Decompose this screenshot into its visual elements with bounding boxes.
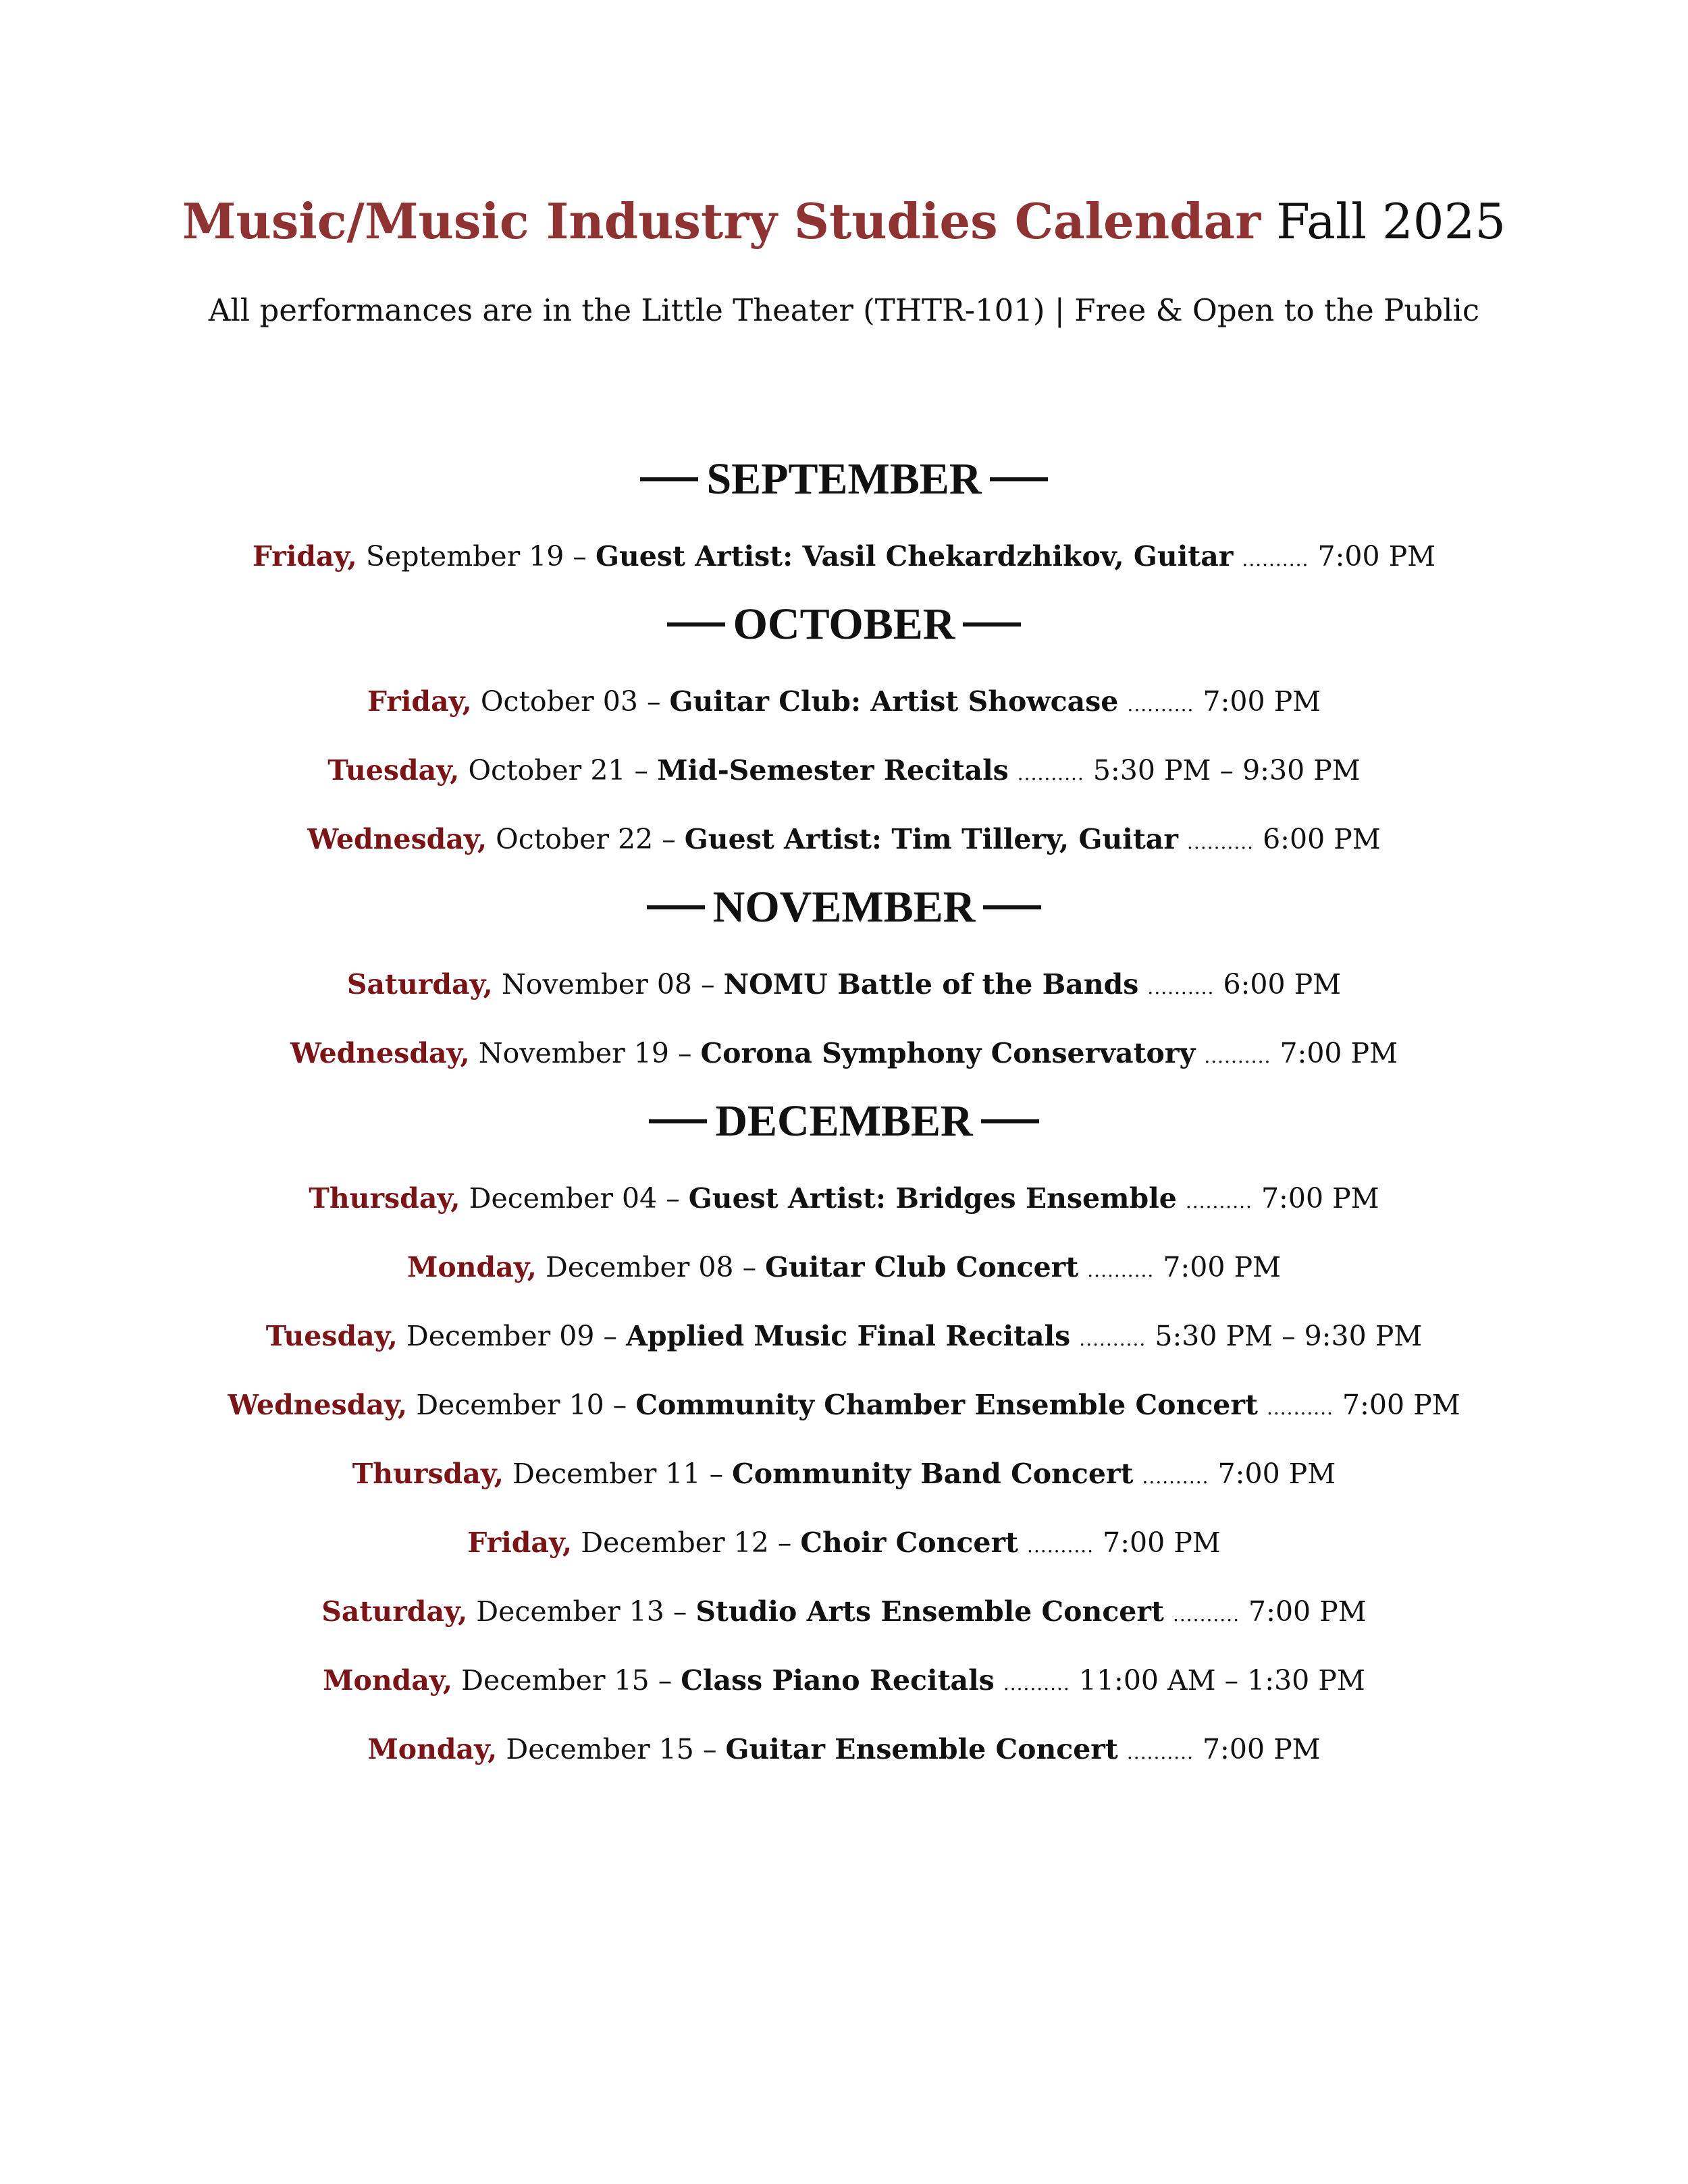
event-time: 7:00 PM <box>1248 1595 1367 1628</box>
heading-rule-left <box>649 1119 707 1123</box>
event-date: October 03 <box>480 685 638 718</box>
event-row: Friday, December 12 – Choir Concert .......... 7:00 PM <box>467 1526 1221 1559</box>
event-date: November 08 <box>501 968 693 1001</box>
event-name: Studio Arts Ensemble Concert <box>695 1595 1164 1628</box>
month-name: OCTOBER <box>733 600 955 649</box>
event-time: 5:30 PM – 9:30 PM <box>1155 1320 1423 1352</box>
month-heading <box>0 446 1688 513</box>
event-time: 7:00 PM <box>1280 1037 1398 1069</box>
event-row: Friday, October 03 – Guitar Club: Artist Showcase .......... 7:00 PM <box>367 685 1321 718</box>
event-time: 7:00 PM <box>1203 685 1321 718</box>
page-subtitle: All performances are in the Little Theater (THTR-101) | Free & Open to the Public <box>208 292 1480 328</box>
event-time: 7:00 PM <box>1317 540 1436 572</box>
event-date: December 04 <box>469 1182 658 1215</box>
month-heading <box>0 874 1688 941</box>
event-row: Monday, December 15 – Class Piano Recitals .......... 11:00 AM – 1:30 PM <box>323 1664 1365 1697</box>
month-name: SEPTEMBER <box>706 454 982 504</box>
event-row: Monday, December 08 – Guitar Club Concert .......... 7:00 PM <box>406 1251 1282 1283</box>
event-time: 7:00 PM <box>1342 1389 1460 1421</box>
event-date: December 15 <box>461 1664 650 1697</box>
event-day: Tuesday, <box>327 754 460 787</box>
event-name: Guitar Club: Artist Showcase <box>669 685 1119 718</box>
event-name: Community Chamber Ensemble Concert <box>635 1389 1258 1421</box>
event-name: Community Band Concert <box>732 1458 1134 1490</box>
event-day: Thursday, <box>352 1458 504 1490</box>
event-name: Corona Symphony Conservatory <box>700 1037 1196 1069</box>
event-time: 7:00 PM <box>1163 1251 1282 1283</box>
event-time: 7:00 PM <box>1202 1733 1321 1765</box>
event-name: NOMU Battle of the Bands <box>723 968 1139 1001</box>
event-time: 6:00 PM <box>1223 968 1342 1001</box>
event-time: 7:00 PM <box>1103 1526 1221 1559</box>
event-day: Thursday, <box>309 1182 460 1215</box>
month-name: NOVEMBER <box>712 882 976 932</box>
event-name: Guitar Club Concert <box>765 1251 1079 1283</box>
event-name: Applied Music Final Recitals <box>626 1320 1071 1352</box>
dot-leader: .......... <box>1027 1535 1094 1557</box>
schedule <box>0 446 1688 1784</box>
page-title <box>0 188 1688 255</box>
dot-leader: .......... <box>1266 1397 1334 1419</box>
event-row: Tuesday, October 21 – Mid-Semester Recitals .......... 5:30 PM – 9:30 PM <box>327 754 1361 787</box>
event-row: Thursday, December 11 – Community Band Concert .......... 7:00 PM <box>352 1458 1336 1490</box>
dot-leader: .......... <box>1187 831 1255 853</box>
event-time: 7:00 PM <box>1261 1182 1379 1215</box>
event-row: Wednesday, October 22 – Guest Artist: Tim Tillery, Guitar .......... 6:00 PM <box>307 823 1381 855</box>
event-date: November 19 <box>478 1037 669 1069</box>
dot-leader: .......... <box>1242 548 1309 570</box>
dot-leader: .......... <box>1147 976 1215 998</box>
heading-rule-left <box>647 905 705 909</box>
event-time: 7:00 PM <box>1217 1458 1336 1490</box>
event-date: October 21 <box>468 754 626 787</box>
title-term: Fall 2025 <box>1276 193 1506 250</box>
month-name: DECEMBER <box>715 1096 973 1146</box>
month-heading <box>0 1088 1688 1155</box>
event-day: Monday, <box>367 1733 498 1765</box>
event-date: December 11 <box>512 1458 701 1490</box>
event-date: December 15 <box>506 1733 694 1765</box>
title-main: Music/Music Industry Studies Calendar <box>182 192 1261 250</box>
event-time: 5:30 PM – 9:30 PM <box>1092 754 1361 787</box>
event-name: Guest Artist: Bridges Ensemble <box>688 1182 1177 1215</box>
event-name: Mid-Semester Recitals <box>657 754 1009 787</box>
event-day: Friday, <box>252 540 357 572</box>
event-name: Guest Artist: Tim Tillery, Guitar <box>684 823 1178 855</box>
dot-leader: .......... <box>1142 1466 1209 1488</box>
event-row: Wednesday, December 10 – Community Chamber Ensemble Concert .......... 7:00 PM <box>228 1389 1460 1421</box>
event-name: Guitar Ensemble Concert <box>725 1733 1118 1765</box>
heading-rule-right <box>963 622 1021 627</box>
event-row: Saturday, December 13 – Studio Arts Ensemble Concert .......... 7:00 PM <box>321 1595 1367 1628</box>
event-date: December 08 <box>545 1251 734 1283</box>
event-row: Saturday, November 08 – NOMU Battle of the Bands .......... 6:00 PM <box>346 968 1342 1001</box>
heading-rule-left <box>667 622 725 627</box>
event-date: October 22 <box>496 823 654 855</box>
event-day: Wednesday, <box>290 1037 470 1069</box>
dot-leader: .......... <box>1126 1741 1194 1763</box>
event-day: Saturday, <box>346 968 493 1001</box>
event-time: 6:00 PM <box>1263 823 1381 855</box>
event-name: Choir Concert <box>800 1526 1018 1559</box>
dot-leader: .......... <box>1204 1045 1271 1067</box>
heading-rule-left <box>640 477 698 481</box>
heading-rule-right <box>983 905 1041 909</box>
dot-leader: .......... <box>1087 1259 1155 1281</box>
event-date: December 12 <box>581 1526 769 1559</box>
event-row: Wednesday, November 19 – Corona Symphony Conservatory .......... 7:00 PM <box>290 1037 1398 1069</box>
event-row: Friday, September 19 – Guest Artist: Vasil Chekardzhikov, Guitar .......... 7:00 PM <box>252 540 1436 572</box>
event-day: Monday, <box>323 1664 453 1697</box>
event-day: Friday, <box>367 685 472 718</box>
event-day: Tuesday, <box>265 1320 398 1352</box>
dot-leader: .......... <box>1172 1603 1240 1626</box>
event-date: December 10 <box>416 1389 604 1421</box>
heading-rule-right <box>981 1119 1039 1123</box>
dot-leader: .......... <box>1003 1672 1070 1695</box>
dot-leader: .......... <box>1017 762 1084 784</box>
event-day: Friday, <box>467 1526 573 1559</box>
event-date: December 09 <box>406 1320 595 1352</box>
dot-leader: .......... <box>1185 1190 1252 1213</box>
heading-rule-right <box>990 477 1048 481</box>
event-name: Class Piano Recitals <box>681 1664 995 1697</box>
event-row: Thursday, December 04 – Guest Artist: Bridges Ensemble .......... 7:00 PM <box>309 1182 1379 1215</box>
event-row: Tuesday, December 09 – Applied Music Final Recitals .......... 5:30 PM – 9:30 PM <box>265 1320 1423 1352</box>
event-day: Wednesday, <box>228 1389 408 1421</box>
event-time: 11:00 AM – 1:30 PM <box>1078 1664 1365 1697</box>
dot-leader: .......... <box>1127 693 1194 716</box>
event-date: December 13 <box>476 1595 664 1628</box>
event-day: Saturday, <box>321 1595 468 1628</box>
month-heading <box>0 591 1688 658</box>
event-name: Guest Artist: Vasil Chekardzhikov, Guitar <box>595 540 1234 572</box>
event-day: Wednesday, <box>307 823 487 855</box>
event-row: Monday, December 15 – Guitar Ensemble Concert .......... 7:00 PM <box>367 1733 1321 1765</box>
event-day: Monday, <box>406 1251 537 1283</box>
event-date: September 19 <box>365 540 564 572</box>
dot-leader: .......... <box>1079 1328 1146 1350</box>
